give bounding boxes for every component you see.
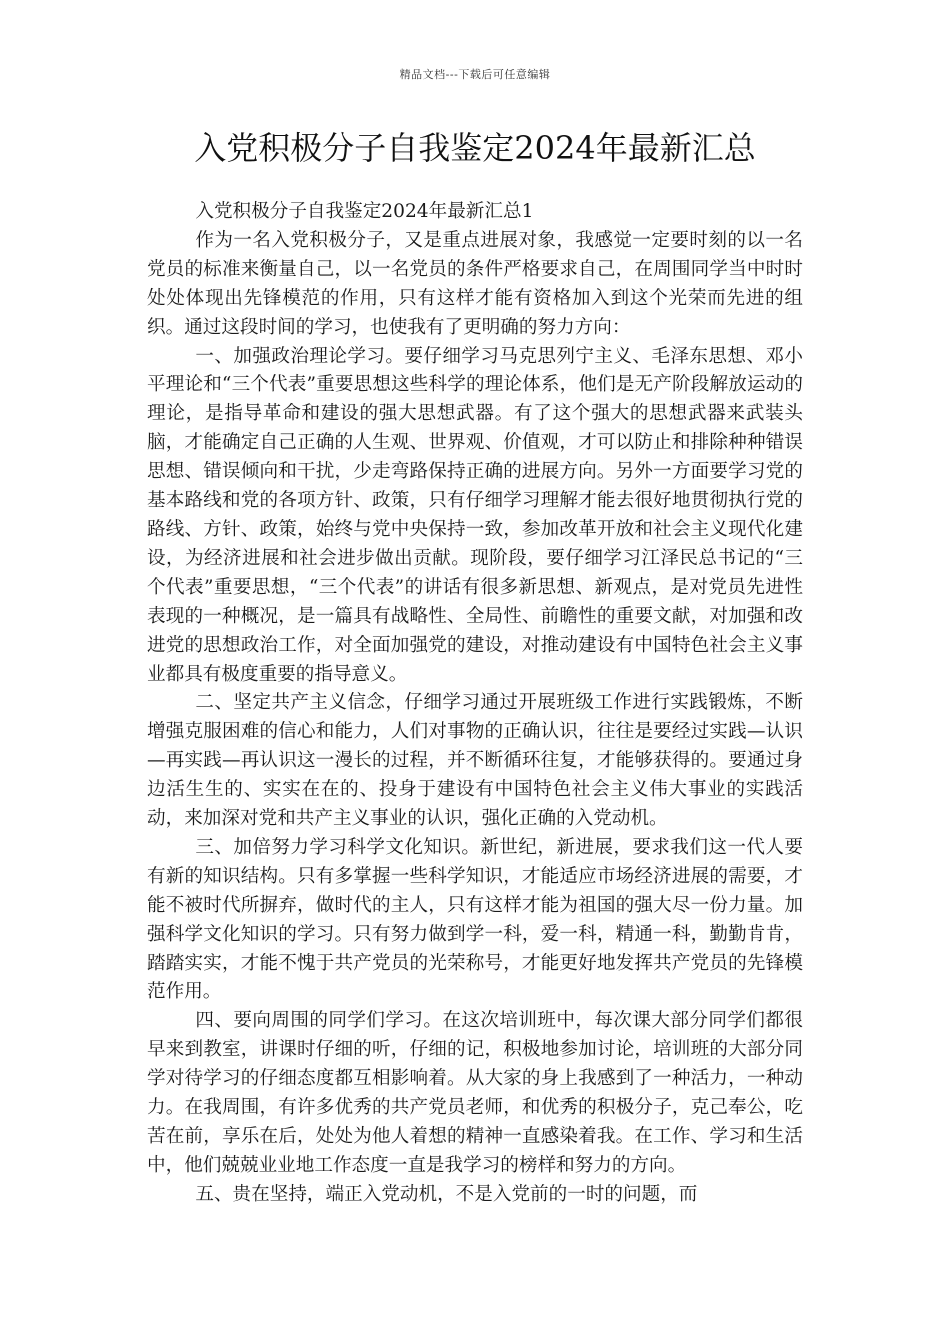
section-1-paragraph: 一、加强政治理论学习。要仔细学习马克思列宁主义、毛泽东思想、邓小平理论和“三个代表”重要思想这些科学的理论体系，他们是无产阶段解放运动的理论，是指导革命和建设的强大思想武器。有了这个强大的思想武器来武装头脑，才能确定自己正确的人生观、世界观、价值观，才可以防止和排除种种错误思想、错误倾向和干扰，少走弯路保持正确的进展方向。另外一方面要学习党的基本路线和党的各项方针、政策，只有仔细学习理解才能去很好地贯彻执行党的路线、方针、政策，始终与党中央保持一致，参加改革开放和社会主义现代化建设，为经济进展和社会进步做出贡献。现阶段，要仔细学习江泽民总书记的“三个代表”重要思想，“三个代表”的讲话有很多新思想、新观点，是对党员先进性表现的一种概况，是一篇具有战略性、全局性、前瞻性的重要文献，对加强和改进党的思想政治工作，对全面加强党的建设，对推动建设有中国特色社会主义事业都具有极度重要的指导意义。: [147, 345, 803, 685]
subtitle-paragraph: 入党积极分子自我鉴定2024年最新汇总1: [195, 201, 534, 222]
header-note: 精品文档---下载后可任意编辑: [399, 68, 551, 81]
section-3-paragraph: 三、加倍努力学习科学文化知识。新世纪，新进展，要求我们这一代人要有新的知识结构。只有多掌握一些科学知识，才能适应市场经济进展的需要，才能不被时代所摒弃，做时代的主人，只有这样才能为祖国的强大尽一份力量。加强科学文化知识的学习。只有努力做到学一科，爱一科，精通一科，勤勤肯肯，踏踏实实，才能不愧于共产党员的光荣称号，才能更好地发挥共产党员的先锋模范作用。: [147, 836, 803, 1003]
intro-paragraph: 作为一名入党积极分子，又是重点进展对象，我感觉一定要时刻的以一名党员的标准来衡量自己，以一名党员的条件严格要求自己，在周围同学当中时时处处体现出先锋模范的作用，只有这样才能有资格加入到这个光荣而先进的组织。通过这段时间的学习，也使我有了更明确的努力方向：: [147, 229, 803, 338]
section-5-paragraph: 五、贵在坚持，端正入党动机，不是入党前的一时的问题，而: [195, 1183, 698, 1205]
section-2-paragraph: 二、坚定共产主义信念，仔细学习通过开展班级工作进行实践锻炼，不断增强克服困难的信心和能力，人们对事物的正确认识，往往是要经过实践—认识—再实践—再认识这一漫长的过程，并不断循环往复，才能够获得的。要通过身边活生生的、实实在在的、投身于建设有中国特色社会主义伟大事业的实践活动，来加深对党和共产主义事业的认识，强化正确的入党动机。: [147, 692, 803, 830]
document-body: [147, 198, 803, 1210]
document-title: 入党积极分子自我鉴定2024年最新汇总: [194, 129, 756, 167]
section-4-paragraph: 四、要向周围的同学们学习。在这次培训班中，每次课大部分同学们都很早来到教室，讲课时仔细的听，仔细的记，积极地参加讨论，培训班的大部分同学对待学习的仔细态度都互相影响着。从大家的身上我感到了一种活力，一种动力。在我周围，有许多优秀的共产党员老师，和优秀的积极分子，克己奉公，吃苦在前，享乐在后，处处为他人着想的精神一直感染着我。在工作、学习和生活中，他们兢兢业业地工作态度一直是我学习的榜样和努力的方向。: [147, 1010, 803, 1176]
